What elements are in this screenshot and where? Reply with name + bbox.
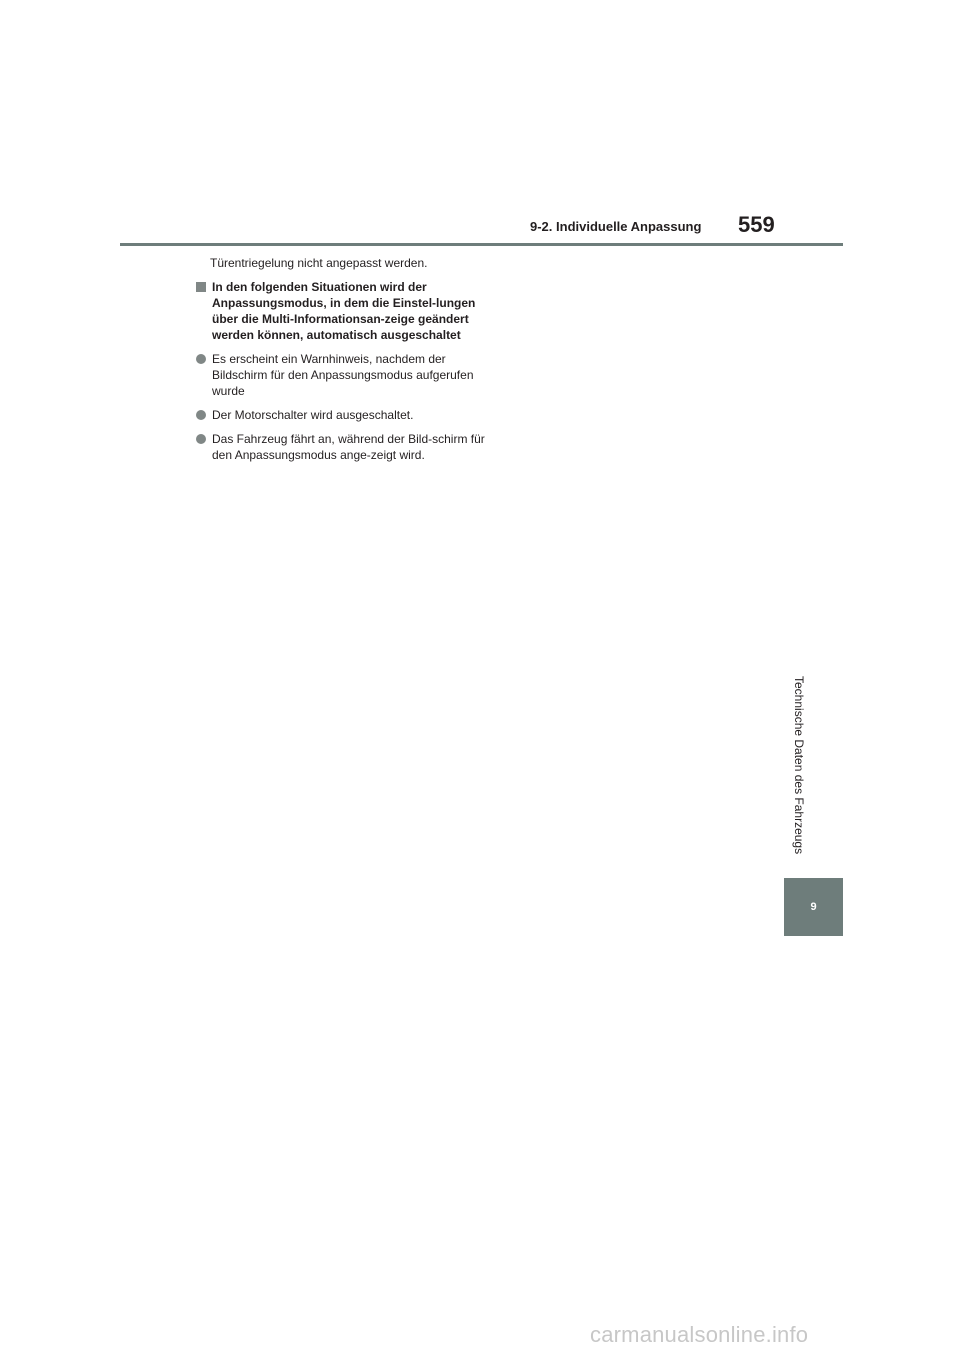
page-header <box>0 0 960 250</box>
square-bullet-icon <box>196 282 206 292</box>
intro-paragraph: Türentriegelung nicht angepasst werden. <box>210 256 428 270</box>
section-heading-text: In den folgenden Situationen wird der Anpassungsmodus, in dem die Einstel-lungen über die Multi-Informationsan-zeige geändert werden können, automatisch ausgeschaltet <box>212 280 476 342</box>
chapter-number: 9 <box>810 901 817 913</box>
section-title: 9-2. Individuelle Anpassung <box>530 219 702 234</box>
list-item-text: Der Motorschalter wird ausgeschaltet. <box>212 408 414 422</box>
list-item <box>196 407 486 423</box>
watermark: carmanualsonline.info <box>590 1322 809 1347</box>
content-column <box>196 255 486 463</box>
chapter-side-label-text: Technische Daten des Fahrzeugs <box>792 675 806 855</box>
list-item <box>196 431 486 463</box>
list-item <box>196 351 486 399</box>
circle-bullet-icon <box>196 354 206 364</box>
header-rule <box>120 243 843 246</box>
page-number: 559 <box>738 212 775 237</box>
section-heading <box>196 279 486 343</box>
circle-bullet-icon <box>196 410 206 420</box>
chapter-tab[interactable] <box>784 878 843 936</box>
list-item-text: Es erscheint ein Warnhinweis, nachdem der Bildschirm für den Anpassungsmodus aufgerufen wurde <box>212 352 474 398</box>
chapter-side-label <box>784 660 814 870</box>
list-item-text: Das Fahrzeug fährt an, während der Bild-schirm für den Anpassungsmodus ange-zeigt wird. <box>212 432 485 462</box>
circle-bullet-icon <box>196 434 206 444</box>
